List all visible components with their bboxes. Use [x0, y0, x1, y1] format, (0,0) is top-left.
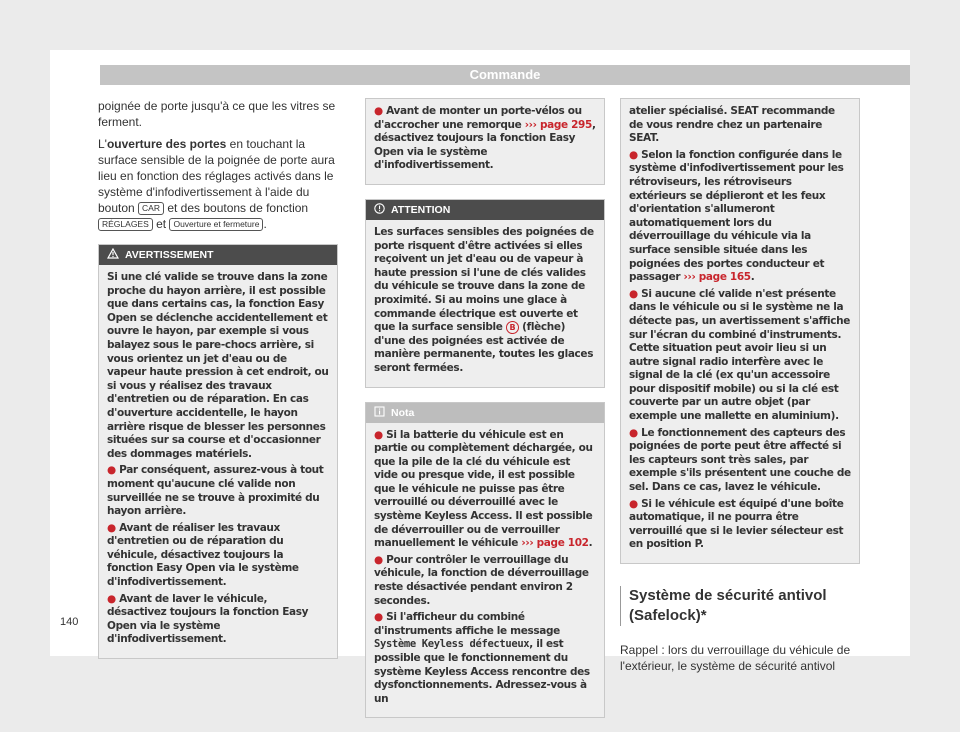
- bullet-icon: ●: [374, 553, 383, 566]
- column-middle: [365, 98, 605, 732]
- list-item: [629, 288, 851, 424]
- text: et des boutons de fonction: [164, 201, 309, 215]
- ouverture-button-key: Ouverture et fermeture: [169, 218, 263, 231]
- page-number: 140: [60, 616, 79, 628]
- attention-title: ATTENTION: [391, 203, 451, 216]
- reglages-button-key: RÉGLAGES: [98, 218, 153, 231]
- text: .: [588, 537, 593, 550]
- warning-continuation-body: [366, 99, 604, 184]
- list-item-text: Avant de laver le véhicule, désactivez toujours la fonction Easy Open via le système d'infodivertissement.: [107, 592, 309, 646]
- attention-circle-icon: [374, 201, 385, 221]
- bullet-icon: ●: [629, 148, 638, 161]
- warning-header: [99, 245, 337, 265]
- list-item: [374, 105, 596, 173]
- list-item-text: Si aucune clé valide n'est présente dans le véhicule ou si le système ne la détecte pas, un avertissement s'affiche sur l'écran du combiné d'instruments. Cette situation peut avoir lieu si un autre signal radio interfère avec le signal de la clé (ex qu'un accessoire pour dispositif mobile) ou si la clé est couverte par un autre objet (par exemple une mallette en aluminium).: [629, 287, 851, 423]
- warning-body: [99, 265, 337, 658]
- list-item: [374, 554, 596, 608]
- warning-title: AVERTISSEMENT: [125, 249, 214, 261]
- page: [50, 50, 910, 705]
- display-message: Système Keyless défectueux: [374, 638, 530, 651]
- attention-text: [374, 226, 596, 376]
- list-item: [107, 522, 329, 590]
- bullet-icon: ●: [107, 464, 116, 477]
- list-item-text: Avant de monter un porte-vélos ou d'accrocher une remorque: [374, 105, 582, 131]
- column-right: [620, 98, 860, 680]
- section-title: Système de sécurité antivol (Safelock)*: [620, 586, 860, 626]
- bullet-icon: ●: [629, 497, 638, 510]
- list-item-text: Si la batterie du véhicule est en partie ou complètement déchargée, ou que la pile de la clé du véhicule est vide ou presque vide, il est possible que le véhicule ne puisse pas être verrouillé ou déverrouillé avec le système Keyless Access. Il est possible de déverrouiller ou de verrouiller manuellement le véhicule: [374, 428, 593, 550]
- list-item-text: Avant de réaliser les travaux d'entretien ou de réparation du véhicule, désactivez toujours la fonction Easy Open via le système d'infodivertissement.: [107, 521, 299, 589]
- paragraph: poignée de porte jusqu'à ce que les vitres se ferment.: [98, 99, 336, 129]
- bullet-icon: ●: [374, 611, 383, 624]
- callout-b: B: [506, 321, 519, 334]
- list-item-text: Pour contrôler le verrouillage du véhicule, la fonction de déverrouillage reste désactivée pendant environ 2 secondes.: [374, 553, 589, 607]
- page-link[interactable]: ››› page 295: [524, 118, 592, 131]
- warning-continuation-box: [365, 98, 605, 185]
- warning-box: [98, 244, 338, 659]
- paragraph: Rappel : lors du verrouillage du véhicule de l'extérieur, le système de sécurité antivol: [620, 643, 851, 673]
- text: .: [263, 217, 267, 231]
- bullet-icon: ●: [629, 426, 638, 439]
- page-link[interactable]: ››› page 102: [521, 537, 589, 550]
- paragraph: [98, 136, 338, 232]
- page-header: Commande: [100, 65, 910, 85]
- text: en touchant la surface sensible de la poignée de porte aura lieu en fonction des réglages activés dans le système d'infodivertissement à l'aide du bouton: [98, 137, 335, 215]
- text: et: [152, 217, 167, 231]
- attention-header: [366, 200, 604, 220]
- list-item-text: Par conséquent, assurez-vous à tout moment qu'aucune clé valide non surveillée ne se trouve à proximité du hayon arrière.: [107, 464, 324, 518]
- bullet-icon: ●: [107, 521, 116, 534]
- attention-body: [366, 220, 604, 387]
- warning-intro: Si une clé valide se trouve dans la zone proche du hayon arrière, il est possible que dans certains cas, la fonction Easy Open se déclenche accidentellement et ouvre le hayon, par exemple si vous balayez sous le pare-chocs arrière, si vous orientez un jet d'eau ou de vapeur haute pression à cet endroit, ou si vous y réalisez des travaux d'entretien ou de réparation. En cas d'ouverture accidentelle, le hayon arrière risque de blesser les personnes situées sur sa course et d'occasionner des dommages matériels.: [107, 271, 329, 460]
- list-item: [629, 427, 851, 495]
- note-title: Nota: [391, 406, 415, 419]
- warning-triangle-icon: [107, 246, 119, 266]
- bullet-icon: ●: [629, 287, 638, 300]
- list-item: [629, 498, 851, 552]
- list-item-text: Le fonctionnement des capteurs des poignées de porte peut être affecté si les capteurs sont très sales, par exemple s'ils présentent une couche de sel. Dans ce cas, lavez le véhicule.: [629, 426, 851, 494]
- note-header: [366, 403, 604, 423]
- list-item-text: Si le véhicule est équipé d'une boîte automatique, il ne pourra être verrouillé que si le levier sélecteur est en position P.: [629, 497, 844, 551]
- list-item: [374, 611, 596, 706]
- list-item-text: Selon la fonction configurée dans le système d'infodivertissement pour les rétroviseurs, les rétroviseurs extérieurs se déplieront et les feux d'orientation s'allumeront automatiquement lors du déverrouillage du véhicule via la surface sensible située dans les poignées des portes conducteur et passager: [629, 148, 844, 284]
- page-link[interactable]: ››› page 165: [683, 271, 751, 284]
- attention-box: [365, 199, 605, 388]
- bold-text: ouverture des portes: [106, 137, 227, 151]
- list-item: [107, 464, 329, 518]
- bullet-icon: ●: [107, 592, 116, 605]
- note-continuation-body: [621, 99, 859, 563]
- text: (flèche) d'une des poignées est activée de manière permanente, toutes les glaces seront fermées.: [374, 321, 594, 374]
- note-continuation-box: [620, 98, 860, 564]
- note-continuation-text: atelier spécialisé. SEAT recommande de vous rendre chez un partenaire SEAT.: [629, 105, 835, 145]
- text: .: [750, 271, 755, 284]
- list-item-text: Si l'afficheur du combiné d'instruments affiche le message: [374, 611, 560, 637]
- car-button-key: CAR: [138, 202, 164, 215]
- list-item: [374, 429, 596, 551]
- list-item-text: , désactivez toujours la fonction Easy Open via le système d'infodivertissement.: [374, 118, 596, 172]
- note-body: [366, 423, 604, 718]
- bullet-icon: ●: [374, 428, 383, 441]
- column-left: [98, 98, 338, 673]
- text: L': [98, 137, 107, 151]
- note-icon: [374, 404, 385, 424]
- bullet-icon: ●: [374, 105, 383, 117]
- list-item-text: , il est possible que le fonctionnement du système Keyless Access rencontre des dysfonctionnements. Adressez-vous à un: [374, 638, 590, 705]
- note-box: [365, 402, 605, 719]
- list-item: [629, 149, 851, 285]
- list-item: [107, 593, 329, 647]
- text: Les surfaces sensibles des poignées de porte risquent d'être activées si elles reçoivent un jet d'eau ou de vapeur à haute pression si l'une de clés valides du véhicule se trouve dans la zone de proximité. Si au moins une glace à commande électrique est ouverte et que la surface sensible: [374, 225, 594, 334]
